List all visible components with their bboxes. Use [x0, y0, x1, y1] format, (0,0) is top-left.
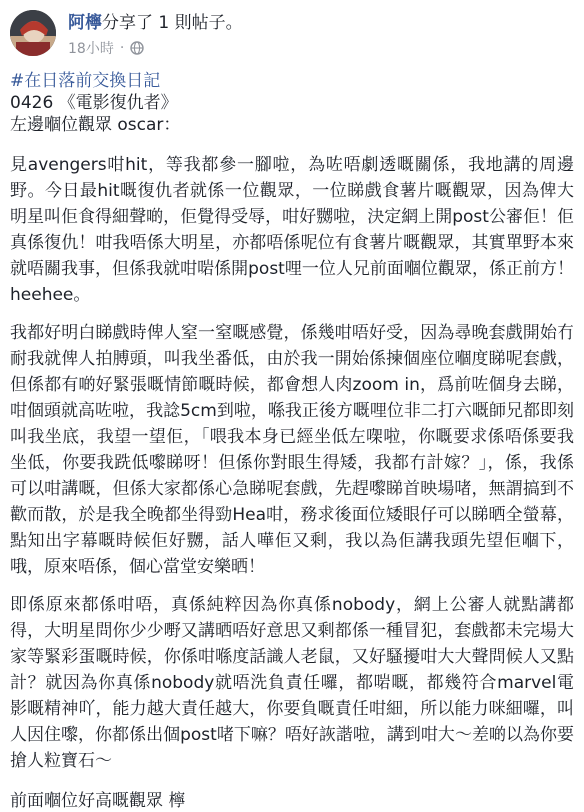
avatar-image: [10, 10, 56, 56]
globe-icon[interactable]: [130, 41, 144, 55]
post-header: [10, 6, 574, 58]
post-subtitle: 0426 《電影復仇者》: [10, 93, 178, 113]
hashtag-link[interactable]: #在日落前交換日記: [10, 71, 161, 91]
post-intro: 左邊嗰位觀眾 oscar：: [10, 115, 181, 135]
post-signature: 前面嗰位好高嘅觀眾 檸: [10, 791, 186, 811]
post-paragraph-1: 見avengers咁hit，等我都參一腳啦，為咗唔劇透嘅關係，我地講的周邊野。今日最hit嘅復仇者就係一位觀眾，一位睇戲食薯片嘅觀眾，因為俾大明星叫佢食得細聲啲，佢覺得受辱，咁好嬲啦，決定網上開post公審佢！佢真係復仇！咁我唔係大明星，亦都唔係呢位有食薯片嘅觀眾，其實單野本來就唔關我事，但係我就咁啱係開post哩一位人兄前面嗰位觀眾，係正前方！heehee。: [10, 155, 574, 305]
timestamp[interactable]: 18小時: [68, 41, 114, 57]
meta-separator: ·: [119, 40, 125, 56]
author-name[interactable]: 阿檸: [68, 13, 102, 33]
post-meta: [68, 38, 144, 58]
post-paragraph-2: 我都好明白睇戲時俾人窒一窒嘅感覺，係幾咁唔好受，因為尋晚套戲開始冇耐我就俾人拍膊頭，叫我坐番低，由於我一開始係揀個座位嗰度睇呢套戲，但係都有啲好緊張嘅情節嘅時候，都會想人肉zoom in，爲前咗個身去睇，咁個頭就高咗啦，我諗5cm到啦，喺我正後方嘅哩位非二打六嘅師兄都即刻叫我坐底，我望一望佢，「喂我本身已經坐低左㗎啦，你嘅要求係唔係要我坐低，你要我跣低嚟睇呀！但係你對眼生得矮，我都冇計嫁？」，係，我係可以咁講嘅，但係大家都係心急睇呢套戲，先趕嚟睇首映場啫，無謂搞到不歡而散，於是我全晚都坐得勁Hea咁，務求後面位矮眼仔可以睇晒全螢幕，點知出字幕嘅時候佢好嬲，話人嘩佢又剩，我以為佢講我頭先望佢嗰下，哦，原來唔係，個心當堂安樂晒！: [10, 323, 574, 577]
post-paragraph-3: 即係原來都係咁唔，真係純粹因為你真係nobody，網上公審人就點講都得，大明星問你少少嘢又講晒唔好意思又剩都係一種冒犯，套戲都未完場大家等緊彩蛋嘅時候，你係咁喺度話識人老鼠，又好騷擾咁大大聲問候人又點計？就因為你真係nobody就唔洗負責任囉，都啱嘅，都幾符合marvel電影嘅精神吖，能力越大責任越大，你要負嘅責任咁細，所以能力咪細囉，叫人因住嚟，你都係出個post啫下嘛？唔好詼諧啦，講到咁大～差啲以為你要搶人粒寶石～: [10, 595, 574, 771]
shared-text: 分享了 1 則帖子。: [102, 13, 243, 33]
avatar[interactable]: [10, 10, 56, 56]
post-title-line: [68, 12, 243, 34]
